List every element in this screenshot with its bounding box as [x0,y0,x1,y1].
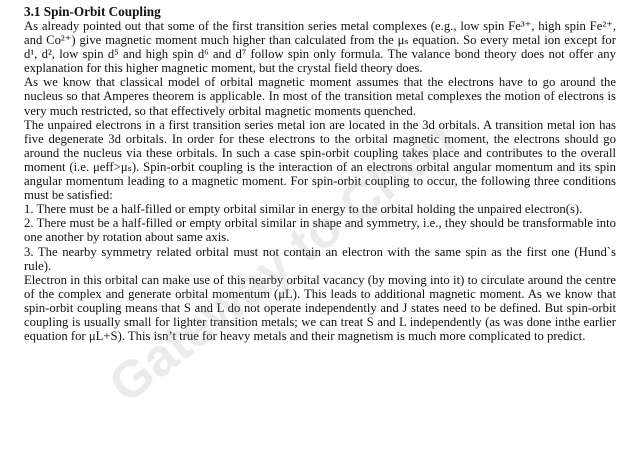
paragraph-conclusion: Electron in this orbital can make use of this nearby orbital vacancy (by moving into it) to circulate around the centre of the complex and generate orbital momentum (μL). This leads to additional magnetic moment. As we know that spin-orbit coupling means that S and L do not operate independently and J states need to be defined. But spin-orbit coupling is usually small for lighter transition metals; we can treat S and L independently (as was done inthe earlier equation for μL+S). This isn’t true for heavy metals and their magnetism is much more complicated to predict. [24,272,616,344]
paragraph-classical-model: As we know that classical model of orbital magnetic moment assumes that the electrons have to go around the nucleus so that Amperes theorem is applicable. In most of the transition metal complexes the motion of electrons is very much restricted, so that effectively orbital magnetic moments quenched. [24,75,616,118]
watermark-text: Gateway to Chemistry [98,83,483,415]
paragraph-unpaired-electrons: The unpaired electrons in a first transition series metal ion are located in the 3d orbitals. A transition metal ion has five degenerate 3d orbitals. In order for these electrons to the orbital magnetic moment, the electrons should go around the nucleus via these orbitals. In such a case spin-orbit coupling takes place and contributes to the overall moment (i.e. μeff>μₛ). Spin-orbit coupling is the interaction of an electrons orbital angular momentum and its spin angular momentum leading to a magnetic moment. For spin-orbit coupling to occur, the following three conditions must be satisfied: [24,117,616,203]
section-body [24,19,616,343]
condition-2: 2. There must be a half-filled or empty orbital similar in shape and symmetry, i.e., they should be transformable into one another by rotation about same axis. [24,216,616,245]
section-heading: 3.1 Spin-Orbit Coupling [24,4,161,19]
condition-1: 1. There must be a half-filled or empty orbital similar in energy to the orbital holding the unpaired electron(s). [24,202,583,217]
condition-3: 3. The nearby symmetry related orbital must not contain an electron with the same spin as the first one (Hund`s rule). [24,244,616,273]
paragraph-intro: As already pointed out that some of the first transition series metal complexes (e.g., low spin Fe³⁺, high spin Fe²⁺, and Co²⁺) give magnetic moment much higher than calculated from the μₛ equation. So every metal ion except for d¹, d², low spin d⁵ and high spin d⁶ and d⁷ follow spin only formula. The valance bond theory does not offer any explanation for this higher magnetic moment, but the crystal field theory does. [24,19,616,76]
